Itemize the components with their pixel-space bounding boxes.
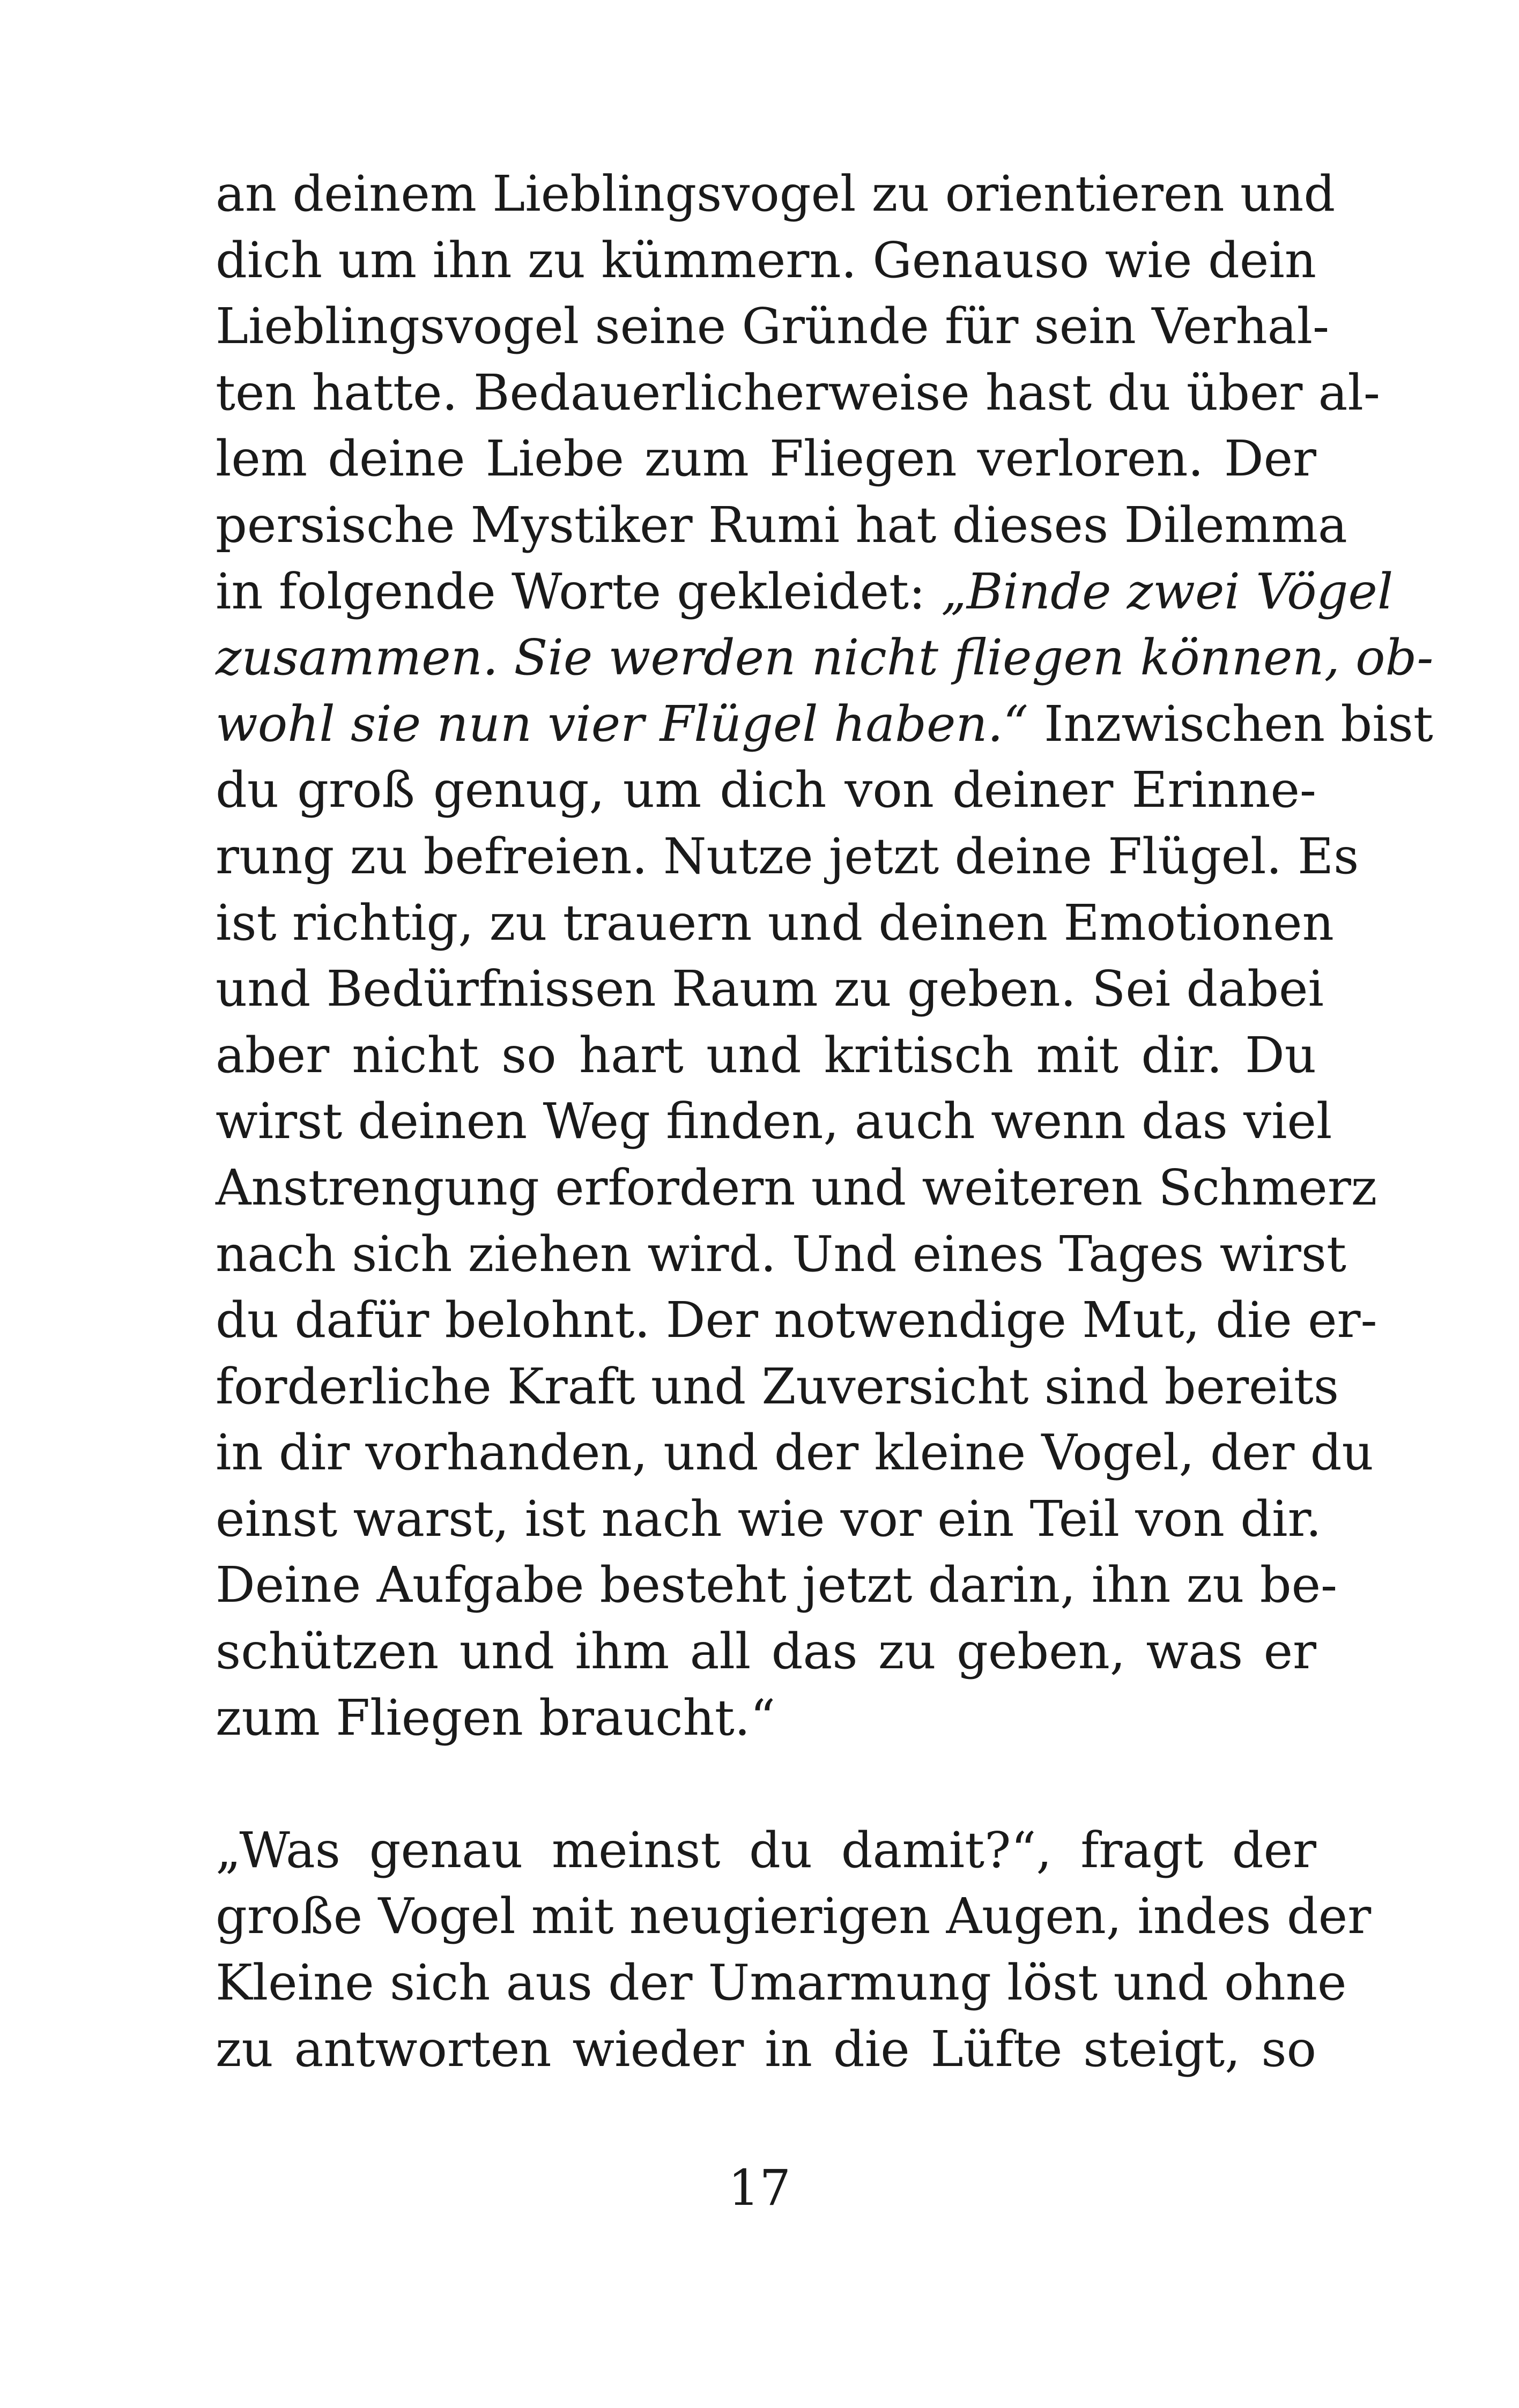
text-line: „Was genau meinst du damit?“, fragt der bbox=[216, 1821, 1316, 1879]
page-number: 17 bbox=[728, 2159, 791, 2217]
text-line: wirst deinen Weg finden, auch wenn das viel bbox=[216, 1092, 1332, 1150]
text-line bbox=[216, 625, 1434, 691]
text-line: nach sich ziehen wird. Und eines Tages wirst bbox=[216, 1225, 1346, 1283]
text-line: in dir vorhanden, und der kleine Vogel, der du bbox=[216, 1424, 1374, 1482]
text-segment: in folgende Worte gekleidet: bbox=[216, 562, 942, 620]
text-line: forderliche Kraft und Zuversicht sind bereits bbox=[216, 1357, 1339, 1415]
paragraph-2 bbox=[216, 1817, 1372, 2082]
text-line: schützen und ihm all das zu geben, was er bbox=[216, 1623, 1316, 1681]
text-line: lem deine Liebe zum Fliegen verloren. Der bbox=[216, 430, 1316, 488]
text-line: an deinem Lieblingsvogel zu orientieren und bbox=[216, 165, 1336, 222]
page-body bbox=[216, 161, 1434, 2082]
text-line: und Bedürfnissen Raum zu geben. Sei dabei bbox=[216, 960, 1324, 1018]
text-line: Kleine sich aus der Umarmung löst und ohne bbox=[216, 1954, 1347, 2012]
paragraph-1 bbox=[216, 161, 1434, 1751]
text-line: Anstrengung erfordern und weiteren Schmerz bbox=[216, 1158, 1377, 1216]
text-line bbox=[216, 559, 1394, 625]
text-segment: Inzwischen bist bbox=[1028, 695, 1433, 753]
text-line: aber nicht so hart und kritisch mit dir. Du bbox=[216, 1026, 1316, 1084]
paragraph-gap bbox=[216, 1751, 1316, 1817]
text-line: zu antworten wieder in die Lüfte steigt, so bbox=[216, 2020, 1316, 2078]
text-line: ist richtig, zu trauern und deinen Emotionen bbox=[216, 894, 1334, 952]
text-line: einst warst, ist nach wie vor ein Teil von dir. bbox=[216, 1490, 1322, 1548]
text-line: Lieblingsvogel seine Gründe für sein Verhal- bbox=[216, 298, 1330, 355]
text-line bbox=[216, 691, 1433, 757]
rumi-quote-line: zusammen. Sie werden nicht fliegen können, ob- bbox=[216, 629, 1434, 687]
text-line: du groß genug, um dich von deiner Erinne- bbox=[216, 761, 1316, 819]
rumi-quote-start: „Binde zwei Vögel bbox=[941, 562, 1394, 620]
text-line: rung zu befreien. Nutze jetzt deine Flügel. Es bbox=[216, 827, 1359, 885]
text-line: du dafür belohnt. Der notwendige Mut, die er- bbox=[216, 1291, 1377, 1349]
text-line: zum Fliegen braucht.“ bbox=[216, 1689, 776, 1746]
text-line: ten hatte. Bedauerlicherweise hast du über al- bbox=[216, 363, 1381, 421]
text-line: persische Mystiker Rumi hat dieses Dilemma bbox=[216, 496, 1347, 554]
text-line: Deine Aufgabe besteht jetzt darin, ihn zu be- bbox=[216, 1556, 1338, 1614]
text-line: dich um ihn zu kümmern. Genauso wie dein bbox=[216, 231, 1316, 289]
rumi-quote-end: wohl sie nun vier Flügel haben.“ bbox=[216, 695, 1028, 753]
text-line: große Vogel mit neugierigen Augen, indes der bbox=[216, 1887, 1372, 1945]
